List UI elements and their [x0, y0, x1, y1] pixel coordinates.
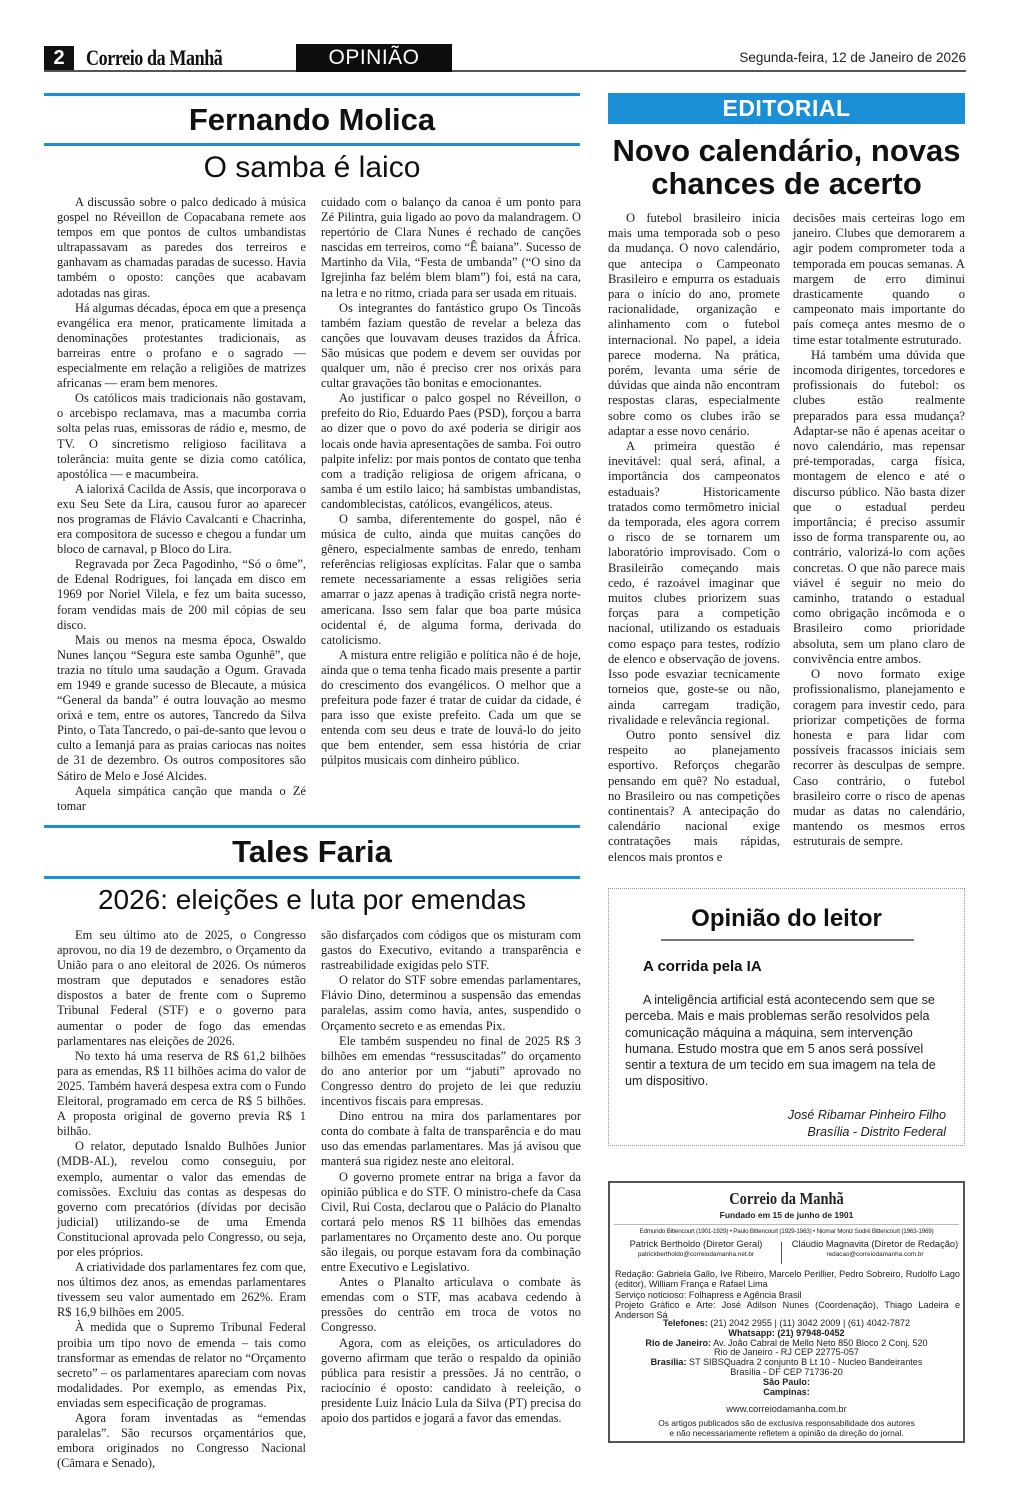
paragraph: Antes o Planalto articulava o combate às emendas com o STF, mas acabava cedendo à pressões do centrão em troca de votos no Congresso. — [321, 1275, 581, 1335]
paragraph: No texto há uma reserva de R$ 61,2 bilhões para as emendas, R$ 11 bilhões acima do valor de 2025. Também haverá despesa extra com o Fundo Eleitoral, programado em cerca de R$ 5 bilhões. A proposta original de governo previa R$ 1 bilhão. — [57, 1048, 306, 1139]
director-name: Cláudio Magnavita (Diretor de Redação) — [791, 1239, 959, 1249]
rio-city: Rio de Janeiro - RJ CEP 22775-057 — [714, 1347, 859, 1358]
staff-label: Redação: — [615, 1269, 654, 1279]
masthead-credits-box — [608, 1181, 965, 1443]
staff-line — [615, 1290, 960, 1300]
reader-letter-body: A inteligência artificial está acontecendo sem que se perceba. Mais e mais problemas serão resolvidos pela comunicação máquina a máquina, sem intervenção humana. Estudo mostra que em 5 anos será possível sentir a textura de um tecido em sua imagem na tela de um dispositivo. — [625, 993, 936, 1089]
article-author: Tales Faria — [232, 834, 392, 869]
page-number: 2 — [44, 46, 74, 70]
brasilia-label: Brasília: — [650, 1357, 687, 1368]
paragraph: O governo promete entrar na briga a favor da opinião pública e do STF. O ministro-chefe da Casa Civil, Rui Costa, declarou que o Palácio do Planalto cortará pelo menos R$ 11 bilhões das emendas parlamentares no Orçamento deste ano. Ou porque são ilegais, ou porque estavam fora da combinação entre Executivo e Legislativo. — [321, 1169, 581, 1275]
paragraph-continued: decisões mais certeiras logo em janeiro. Clubes que demorarem a agir podem comprometer toda a temporada em poucas semanas. A margem de erro diminui drasticamente quando o campeonato mais importante do país começa antes mesmo de o time estar totalmente estruturado. — [793, 211, 965, 347]
phones-label: Telefones: — [662, 1318, 708, 1328]
newspaper-logo[interactable]: Correio da Manhã — [86, 45, 223, 70]
editorial-label: EDITORIAL — [608, 93, 965, 124]
disclaimer-line: Os artigos publicados são de exclusiva responsabilidade dos autores — [658, 1418, 915, 1428]
paragraph: A criatividade dos parlamentares fez com que, nos últimos dez anos, as emendas parlamentares tivessem seu valor aumentado em 262%. Eram R$ 16,9 bilhões em 2005. — [57, 1260, 306, 1320]
brasilia-city: Brasília - DF CEP 71736-20 — [730, 1366, 843, 1377]
brasilia-address: ST SIBSQuadra 2 conjunto B Lt 10 - Nucleo Bandeirantes — [686, 1357, 923, 1368]
paragraph: Regravada por Zeca Pagodinho, “Só o ôme”, de Edenal Rodrigues, foi lançada em disco em 1969 por Noriel Vilela, e fez um baita sucesso, foram vendidas mais de 200 mil cópias de seu disco. — [57, 557, 306, 632]
divider — [44, 825, 580, 828]
paragraph: O relator do STF sobre emendas parlamentares, Flávio Dino, determinou a suspensão das emendas paralelas, assim como havia, antes, suspendido o Orçamento secreto e as emendas Pix. — [321, 973, 581, 1033]
website-link[interactable]: www.correiodamanha.com.br — [726, 1404, 847, 1414]
paragraph: À medida que o Supremo Tribunal Federal proibia um tipo novo de emenda – tais como transformar as emendas de relator no “Orçamento secreto” – os parlamentares apareciam com novas modalidades. Por exemplo, as emendas Pix, enviadas sem especificação de programas. — [57, 1320, 306, 1410]
staff-value: Folhapress e Agência Brasil — [686, 1289, 802, 1300]
issue-date: Segunda-feira, 12 de Janeiro de 2026 — [739, 50, 966, 65]
paragraph: Mais ou menos na mesma época, Oswaldo Nunes lançou “Segura este samba Ogunhê”, que trazia no título uma saudação a Ogum. Gravada em 1949 e grande sucesso de Blecaute, a música “General da banda” é outra louvação ao mesmo orixá e tem, entre os autores, Tancredo da Silva Pinto, o Tata Tancredo, o pai-de-santo que levou o culto a Iemanjá para as praias cariocas nas noites de 31 de dezembro. Os outros compositores são Sátiro de Melo e José Alcides. — [57, 632, 306, 783]
directors — [610, 1239, 963, 1265]
paragraph: Em seu último ato de 2025, o Congresso aprovou, no dia 19 de dezembro, o Orçamento da União para o ano eleitoral de 2026. Os números mostram que deputados e senadores estão dispostos a bater de frente com o Supremo Tribunal Federal (STF) e o governo para aumentar o poder de fogo das emendas parlamentares nas eleições de 2026. — [57, 928, 306, 1048]
article-column — [321, 195, 581, 769]
editorial-column — [793, 211, 965, 850]
paragraph: Há também uma dúvida que incomoda dirigentes, torcedores e profissionais do futebol: os clubes estão realmente preparados para essa mudança? Adaptar-se não é apenas aceitar o novo calendário, mas repensar pré-temporadas, carga física, montagem de elenco e até o discurso público. Não basta dizer que o estadual perdeu importância; é preciso assumir isso de forma transparente ou, ao contrário, valorizá-lo com ações concretas. O que não parece mais viável é seguir no meio do caminho, tratando o estadual como obrigação incômoda e o Brasileiro como prioridade absoluta, sem um plano claro de convivência entre ambos. — [793, 347, 965, 666]
disclaimer-line: e não necessariamente refletem a opinião da direção do jornal. — [669, 1428, 904, 1438]
paragraph: A primeira questão é inevitável: qual será, afinal, a importância dos campeonatos estaduais? Historicamente tratados como termômetro inicial da temporada, eles agora correm o risco de se tornarem um laboratório improvisado. Com o Brasileirão começando mais cedo, é razoável imaginar que muitos clubes priorizem suas forças para a competição nacional, utilizando os estaduais como espaço para testes, rodízio de elenco e observação de jovens. Isso pode esvaziar tecnicamente torneios que, goste-se ou não, ainda carregam tradição, rivalidade e relevância regional. — [608, 439, 780, 727]
divider — [781, 1242, 782, 1264]
director-email-link[interactable]: patrickbertholdo@correiodamanha.net.br — [637, 1251, 755, 1258]
article-column — [57, 195, 306, 814]
paragraph: A discussão sobre o palco dedicado à música gospel no Réveillon de Copacabana remete aos tempos em que pontos de cultos umbandistas ultrapassavam as paredes dos terreiros e ganhavam as chamadas paradas de sucesso. Havia também o oposto: canções que acabavam adotadas nas giras. — [57, 195, 306, 300]
divider — [44, 143, 580, 146]
reader-letter-title[interactable]: A corrida pela IA — [643, 958, 762, 975]
paragraph: Os integrantes do fantástico grupo Os Tincoãs também faziam questão de revelar a beleza das canções que louvavam deuses trazidos da África. São músicas que podem e devem ser ouvidas por qualquer um, não é preciso crer nos orixás para cultar gravações tão bonitas e emocionantes. — [321, 300, 581, 391]
article-author: Fernando Molica — [188, 102, 436, 137]
editorial-column — [608, 211, 780, 865]
paragraph: O novo formato exige profissionalismo, planejamento e coragem para investir cedo, para priorizar competições de forma honesta e para lidar com possíveis fracassos iniciais sem recorrer às desculpas de sempre. Caso contrário, o futebol brasileiro corre o risco de apenas mudar as datas no calendário, mantendo os mesmos erros estruturais de sempre. — [793, 667, 965, 849]
divider — [44, 876, 580, 879]
paragraph: Outro ponto sensível diz respeito ao planejamento esportivo. Reforços chegarão pensando em quê? No estadual, no Brasileiro ou nas competições continentais? A antecipação do calendário nacional exige contratações mais rápidas, elencos mais prontos e — [608, 727, 780, 864]
credits-logo: Correio da Manhã — [729, 1189, 844, 1208]
divider — [661, 939, 914, 941]
page-masthead — [44, 46, 966, 72]
reader-signature — [788, 1107, 946, 1141]
reader-section-title: Opinião do leitor — [691, 905, 882, 932]
staff-label: Projeto Gráfico e Arte: — [615, 1299, 716, 1310]
phones-value: (21) 2042 2955 | (11) 3042 2009 | (61) 4042-7872 — [707, 1318, 911, 1328]
paragraph: Agora, com as eleições, os articuladores do governo afirmam que terão o respaldo da opinião pública para resistir a pressões. Já no centrão, o raciocínio é oposto: candidato à reeleição, o presidente Luiz Inácio Lula da Silva (PT) precisa do apoio dos partidos e jogará a favor das emendas. — [321, 1335, 581, 1425]
article-headline[interactable]: 2026: eleições e luta por emendas — [97, 884, 527, 915]
article-column — [321, 928, 581, 1426]
campinas-label: Campinas: — [763, 1386, 810, 1397]
saopaulo-label: São Paulo: — [763, 1376, 810, 1387]
paragraph: Há algumas décadas, época em que a presença evangélica era menor, praticamente limitada a denominações protestantes tradicionais, as barreiras entre o profano e o sagrado — especialmente em relação a religiões de matrizes africanas — eram bem menores. — [57, 300, 306, 391]
director-general — [612, 1239, 780, 1260]
rio-address: Av. João Cabral de Mello Neto 850 Bloco 2 Conj. 520 — [711, 1337, 928, 1348]
director-email-link[interactable]: redacao@correiodamanha.com.br — [826, 1251, 924, 1258]
paragraph: Ele também suspendeu no final de 2025 R$ 3 bilhões em emendas “ressuscitadas” do orçamento do ano anterior por um “jabuti” aprovado no Congresso dentro do projeto de lei que reduziu incentivos fiscais para empresas. — [321, 1033, 581, 1109]
editorial-headline[interactable]: Novo calendário, novas chances de acerto — [612, 133, 961, 201]
paragraph: Ao justificar o palco gospel no Réveillon, o prefeito do Rio, Eduardo Paes (PSD), forçou a barra ao dizer que o povo do axé poderia se dirigir aos locais onde havia apresentações de samba. Foi outro palpite infeliz: por mais pontos de contato que tenha com a tradição religiosa de origem africana, o samba é um estilo laico; há sambistas umbandistas, candomblecistas, católicos, evangélicos, ateus. — [321, 391, 581, 511]
paragraph: Agora foram inventadas as “emendas paralelas”. São recursos orçamentários que, embora originados no Congresso Nacional (Câmara e Senado), — [57, 1411, 306, 1471]
paragraph: O relator, deputado Isnaldo Bulhões Junior (MDB-AL), revelou como conseguiu, por exemplo, aumentar o valor das emendas de comissões. Excluiu das contas as despesas do governo com precatórios (dívidas por decisão judicial) utilizando-se de uma Emenda Constitucional aprovada pelo Congresso, ou seja, por eles próprios. — [57, 1139, 306, 1259]
section-tag[interactable]: OPINIÃO — [296, 44, 452, 72]
whatsapp-label: Whatsapp: — [728, 1327, 775, 1338]
paragraph: O samba, diferentemente do gospel, não é música de culto, ainda que muitas canções do gênero, especialmente sambas de enredo, tenham referências religiosas explícitas. Falar que o samba remete necessariamente a essas religiões seria amarrar o jazz apenas à tradição cristã negra norte-americana. Isso sem falar que boa parte música ocidental é, de alguma forma, derivada do catolicismo. — [321, 511, 581, 647]
staff-value: José Adilson Nunes (Coordenação), Thiago Ladeira e Anderson Sá — [615, 1299, 960, 1321]
article-headline[interactable]: O samba é laico — [203, 151, 421, 184]
staff-line — [615, 1269, 960, 1290]
paragraph: O futebol brasileiro inicia mais uma temporada sob o peso da mudança. O novo calendário, que antecipa o Campeonato Brasileiro e empurra os estaduais para o início do ano, promete racionalidade, organização e alinhamento com o futebol internacional. No papel, a ideia parece moderna. Na prática, porém, levanta uma série de dúvidas que ainda não encontram respostas claras, especialmente sobre como os clubes irão se adaptar a esse novo cenário. — [608, 211, 780, 438]
disclaimer — [610, 1418, 963, 1438]
paragraph-continued: são disfarçados com códigos que os misturam com gastos do Executivo, evitando a transparência e rastreabilidade exigidas pelo STF. — [321, 928, 581, 973]
paragraph: A mistura entre religião e política não é de hoje, ainda que o tema tenha ficado mais presente a partir do crescimento dos evangélicos. O melhor que a prefeitura pode fazer é tratar de cuidar da cidade, é para isso que existe prefeito. Cada um que se entenda com seu deus e trate de louvá-lo do jeito que bem entender, sem essa história de criar púlpitos musicais com dinheiro público. — [321, 647, 581, 768]
contact-info — [610, 1319, 963, 1397]
founding-date: Fundado em 15 de junho de 1901 — [719, 1210, 854, 1220]
staff-value: Gabriela Gallo, Ive Ribeiro, Marcelo Perillier, Pedro Sobreiro, Rudolfo Lago (editor), William França e Rafael Lima — [615, 1269, 960, 1290]
reader-location: Brasília - Distrito Federal — [807, 1125, 946, 1139]
paragraph: A ialorixá Cacilda de Assis, que incorporava o exu Seu Sete da Lira, causou furor ao aparecer nos programas de Flávio Cavalcanti e Chacrinha, era compositora de sucesso e chegou a fundar um bloco de carnaval, p Bloco do Lira. — [57, 481, 306, 557]
paragraph-continued: cuidado com o balanço da canoa é um ponto para Zé Pilintra, guia ligado ao povo da malandragem. O repertório de Clara Nunes é rechado de canções nascidas em terreiros, como “Ê baiana”. Sucesso de Martinho da Vila, “Festa de umbanda” (“O sino da Igrejinha faz belém blem blam”) foi, está na cara, na letra e no ritmo, criada para ser usada em rituais. — [321, 195, 581, 300]
staff-list — [615, 1269, 960, 1320]
divider — [614, 1224, 959, 1225]
staff-label: Serviço noticioso: — [615, 1289, 687, 1300]
director-editorial — [786, 1239, 964, 1260]
founders-lineage: Edmundo Bittencourt (1901-1929) • Paulo Bittencourt (1929-1963) • Niomar Moniz Sodré Bittencourt (1963-1969) — [639, 1228, 934, 1235]
divider — [44, 93, 580, 96]
director-name: Patrick Bertholdo (Diretor Geral) — [629, 1239, 763, 1249]
paragraph: Os católicos mais tradicionais não gostavam, o arcebispo reclamava, mas a macumba corria solta pelas ruas, emissoras de rádio e, mesmo, de TV. O sincretismo religioso facilitava a tolerância: muita gente se dizia como católica, apostólica — e macumbeira. — [57, 391, 306, 481]
rio-label: Rio de Janeiro: — [645, 1337, 712, 1348]
paragraph: Aquela simpática canção que manda o Zé tomar — [57, 783, 306, 813]
reader-opinion-box — [608, 888, 965, 1146]
whatsapp-value: (21) 97948-0452 — [774, 1327, 845, 1338]
reader-name: José Ribamar Pinheiro Filho — [787, 1108, 946, 1122]
article-column — [57, 928, 306, 1471]
paragraph: Dino entrou na mira dos parlamentares por conta do combate à falta de transparência e do mau uso das emendas parlamentares. Mas já avisou que manterá sua rigidez neste ano eleitoral. — [321, 1109, 581, 1169]
